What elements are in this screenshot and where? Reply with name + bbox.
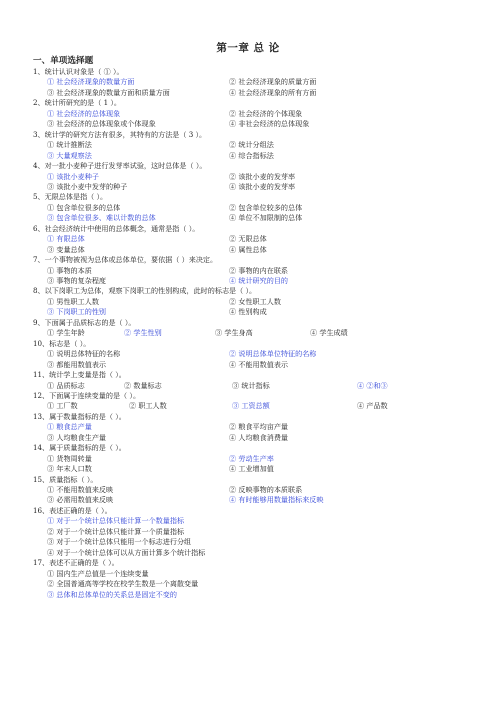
question-6-option: ④ 属性总体 (229, 244, 267, 254)
question-15-option: ④ 有时能够用数量指标来反映 (229, 495, 324, 505)
question-5-option: ② 包含单位较多的总体 (229, 202, 303, 212)
question-2-option: ① 社会经济的总体现象 (47, 108, 121, 118)
question-3-option: ① 统计推断法 (47, 140, 92, 150)
section-heading: 一、单项选择题 (33, 56, 94, 66)
question-11-option: ④ ②和③ (357, 380, 388, 390)
question-9-option: ③ 学生身高 (215, 328, 253, 338)
question-10-option: ④ 不能用数值表示 (229, 359, 289, 369)
question-9-option: ④ 学生成绩 (310, 328, 348, 338)
question-15-option: ① 不能用数值来反映 (47, 485, 114, 494)
question-16-option: ② 对于一个统计总体只能计算一个质量指标 (47, 526, 185, 536)
question-3-option: ② 统计分组法 (229, 140, 274, 150)
question-stem-11: 11、统计学上变量是指（ ）。 (33, 370, 126, 380)
question-13-option: ① 粮食总产量 (47, 422, 92, 432)
question-13-option: ④ 人均粮食消费量 (229, 432, 289, 442)
question-3-option: ③ 大量观察法 (47, 150, 92, 160)
question-11-option: ① 品质标志 (47, 380, 85, 390)
question-17-option: ③ 总体和总体单位的关系总是固定不变的 (47, 589, 177, 599)
question-11-option: ③ 统计指标 (232, 380, 270, 390)
question-3-option: ④ 综合指标法 (229, 150, 274, 160)
question-8-option: ④ 性别构成 (229, 307, 267, 317)
question-14-option: ④ 工业增加值 (229, 464, 274, 474)
question-13-option: ③ 人均粮食生产量 (47, 432, 107, 442)
question-stem-6: 6、社会经济统计中使用的总体概念，通常是指（ ）。 (33, 223, 200, 233)
question-16-option: ④ 对于一个统计总体可以从方面计算多个统计指标 (47, 547, 206, 557)
question-14-option: ② 劳动生产率 (229, 453, 274, 463)
question-stem-9: 9、下面属于品质标志的是（ ）。 (33, 317, 136, 327)
question-6-option: ① 有限总体 (47, 234, 85, 244)
question-17-option: ① 国内生产总值是一个连续变量 (47, 568, 149, 578)
question-12-option: ② 职工人数 (129, 401, 167, 411)
question-6-option: ② 无限总体 (229, 234, 267, 244)
question-4-option: ③ 该批小麦中发芽的种子 (47, 181, 128, 191)
question-14-option: ③ 年末人口数 (47, 464, 92, 474)
question-9-option: ② 学生性别 (124, 328, 162, 338)
question-11-option: ② 数量标志 (124, 380, 162, 390)
question-2-option: ③ 社会经济的总体现象或个体现象 (47, 119, 156, 129)
question-6-option: ③ 变量总体 (47, 244, 85, 254)
question-5-option: ① 包含单位很多的总体 (47, 202, 121, 212)
question-2-option: ④ 非社会经济的总体现象 (229, 119, 310, 129)
question-7-option: ④ 统计研究的目的 (229, 276, 289, 285)
question-stem-17: 17、表述不正确的是（ ）。 (33, 558, 119, 568)
question-stem-16: 16、表述正确的是（ ）。 (33, 505, 112, 515)
question-1-option: ① 社会经济现象的数量方面 (47, 77, 135, 87)
question-4-option: ① 该批小麦种子 (47, 171, 99, 181)
question-4-option: ② 该批小麦的发芽率 (229, 171, 296, 181)
question-stem-13: 13、属于数量指标的是（ ）。 (33, 411, 126, 421)
question-15-option: ② 反映事物的本质联系 (229, 485, 303, 494)
question-10-option: ② 说明总体单位特征的名称 (229, 349, 317, 359)
question-12-option: ④ 产品数 (357, 401, 388, 411)
question-stem-7: 7、一个事物被视为总体或总体单位，要依据（ ）来决定。 (33, 255, 218, 265)
question-1-option: ④ 社会经济现象的所有方面 (229, 87, 317, 97)
question-10-option: ③ 都能用数值表示 (47, 359, 107, 369)
question-stem-4: 4、对一批小麦种子进行发芽率试验，这时总体是（ ）。 (33, 161, 207, 171)
question-stem-14: 14、属于质量指标的是（ ）。 (33, 443, 126, 453)
question-9-option: ① 学生年龄 (47, 328, 85, 338)
question-stem-12: 12、下面属于连续变量的是（ ）。 (33, 390, 141, 400)
question-5-option: ④ 单位不加限制的总体 (229, 213, 303, 223)
question-2-option: ② 社会经济的个体现象 (229, 108, 303, 118)
question-8-option: ③ 下岗职工的性别 (47, 307, 107, 317)
question-stem-10: 10、标志是（ ）。 (33, 338, 91, 348)
question-7-option: ② 事物的内在联系 (229, 265, 289, 275)
question-16-option: ① 对于一个统计总体只能计算一个数量指标 (47, 516, 185, 526)
question-stem-2: 2、统计所研究的是（ 1 ）。 (33, 98, 122, 108)
question-1-option: ③ 社会经济现象的数量方面和质量方面 (47, 87, 170, 97)
question-13-option: ② 粮食平均亩产量 (229, 422, 289, 432)
question-stem-5: 5、无限总体是指（ ）。 (33, 192, 108, 202)
question-12-option: ③ 工资总额 (232, 401, 270, 411)
question-stem-15: 15、质量指标（ ）。 (33, 474, 98, 484)
question-4-option: ④ 该批小麦的发芽率 (229, 181, 296, 191)
question-stem-8: 8、以下岗职工为总体，观察下岗职工的性别构成，此时的标志是（ ）。 (33, 286, 257, 296)
question-7-option: ① 事物的本质 (47, 265, 92, 275)
question-stem-3: 3、统计学的研究方法有很多，其特有的方法是（ 3 ）。 (33, 129, 207, 139)
question-10-option: ① 说明总体特征的名称 (47, 349, 121, 359)
question-8-option: ② 女性职工人数 (229, 296, 281, 306)
question-14-option: ① 货物周转量 (47, 453, 92, 463)
question-1-option: ② 社会经济现象的质量方面 (229, 77, 317, 87)
question-17-option: ② 全国普通高等学校在校学生数是一个离散变量 (47, 579, 199, 589)
question-7-option: ③ 事物的复杂程度 (47, 276, 107, 285)
question-stem-1: 1、统计认识对象是（ ① ）。 (33, 67, 124, 76)
chapter-title: 第一章 总 论 (216, 42, 280, 54)
question-15-option: ③ 必需用数值来反映 (47, 495, 114, 505)
question-5-option: ③ 包含单位很多、难以计数的总体 (47, 213, 156, 223)
question-12-option: ① 工厂数 (47, 401, 78, 411)
question-8-option: ① 男性职工人数 (47, 296, 99, 306)
question-16-option: ③ 对于一个统计总体只能用一个标志进行分组 (47, 537, 192, 547)
